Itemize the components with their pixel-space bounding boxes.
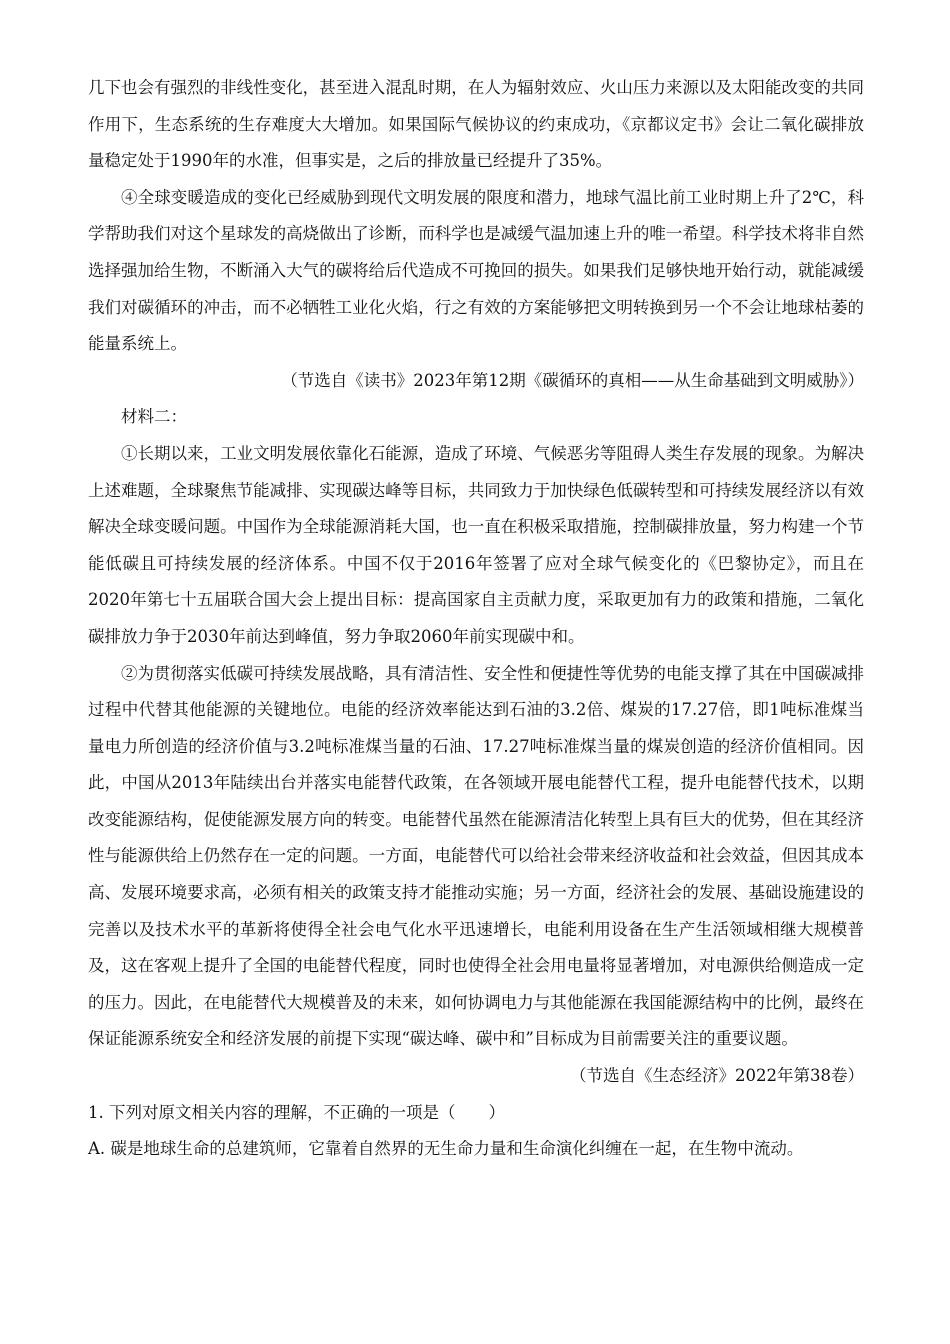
material1-paragraph-continued: 几下也会有强烈的非线性变化，甚至进入混乱时期，在人为辐射效应、火山压力来源以及太阳能改变的共同作用下，生态系统的生存难度大大增加。如果国际气候协议的约束成功，《京都议定书》会让二氧化碳排放量稳定处于1990年的水准，但事实是，之后的排放量已经提升了35%。 <box>88 78 864 171</box>
material1-paragraph-4: ④全球变暖造成的变化已经威胁到现代文明发展的限度和潜力，地球气温比前工业时期上升了2℃，科学帮助我们对这个星球发的高烧做出了诊断，而科学也是减缓气温加速上升的唯一希望。科学技术将非自然选择强加给生物，不断涌入大气的碳将给后代造成不可挽回的损失。如果我们足够快地开始行动，就能减缓我们对碳循环的冲击，而不必牺牲工业化火焰，行之有效的方案能够把文明转换到另一个不会让地球枯萎的能量系统上。 <box>88 187 864 354</box>
material2-label: 材料二： <box>121 407 187 427</box>
question-1-stem: 1. 下列对原文相关内容的理解，不正确的一项是（ ） <box>88 1102 505 1122</box>
material2-paragraph-1: ①长期以来，工业文明发展依靠化石能源，造成了环境、气候恶劣等阻碍人类生存发展的现象。为解决上述难题，全球聚焦节能减排、实现碳达峰等目标，共同致力于加快绿色低碳转型和可持续发展经济以有效解决全球变暖问题。中国作为全球能源消耗大国，也一直在积极采取措施，控制碳排放量，努力构建一个节能低碳且可持续发展的经济体系。中国不仅于2016年签署了应对全球气候变化的《巴黎协定》，而且在2020年第七十五届联合国大会上提出目标：提高国家自主贡献力度，采取更加有力的政策和措施，二氧化碳排放力争于2030年前达到峰值，努力争取2060年前实现碳中和。 <box>88 443 864 646</box>
material2-paragraph-2: ②为贯彻落实低碳可持续发展战略，具有清洁性、安全性和便捷性等优势的电能支撑了其在中国碳减排过程中代替其他能源的关键地位。电能的经济效率能达到石油的3.2倍、煤炭的17.27倍，即1吨标准煤当量电力所创造的经济价值与3.2吨标准煤当量的石油、17.27吨标准煤当量的煤炭创造的经济价值相同。因此，中国从2013年陆续出台并落实电能替代政策，在各领域开展电能替代工程，提升电能替代技术，以期改变能源结构，促使能源发展方向的转变。电能替代虽然在能源清洁化转型上具有巨大的优势，但在其经济性与能源供给上仍然存在一定的问题。一方面，电能替代可以给社会带来经济收益和社会效益，但因其成本高、发展环境要求高，必须有相关的政策支持才能推动实施；另一方面，经济社会的发展、基础设施建设的完善以及技术水平的革新将使得全社会电气化水平迅速增长，电能利用设备在生产生活领域相继大规模普及，这在客观上提升了全国的电能替代程度，同时也使得全社会用电量将显著增加，对电源供给侧造成一定的压力。因此，在电能替代大规模普及的未来，如何协调电力与其他能源在我国能源结构中的比例，最终在保证能源系统安全和经济发展的前提下实现“碳达峰、碳中和”目标成为目前需要关注的重要议题。 <box>88 663 864 1049</box>
document-page <box>88 70 864 1168</box>
material1-source-citation: （节选自《读书》2023年第12期《碳循环的真相——从生命基础到文明威胁》） <box>281 370 864 390</box>
material2-source-citation: （节选自《生态经济》2022年第38卷） <box>570 1066 864 1086</box>
question-1-option-a: A. 碳是地球生命的总建筑师，它靠着自然界的无生命力量和生命演化纠缠在一起，在生物中流动。 <box>88 1139 804 1159</box>
